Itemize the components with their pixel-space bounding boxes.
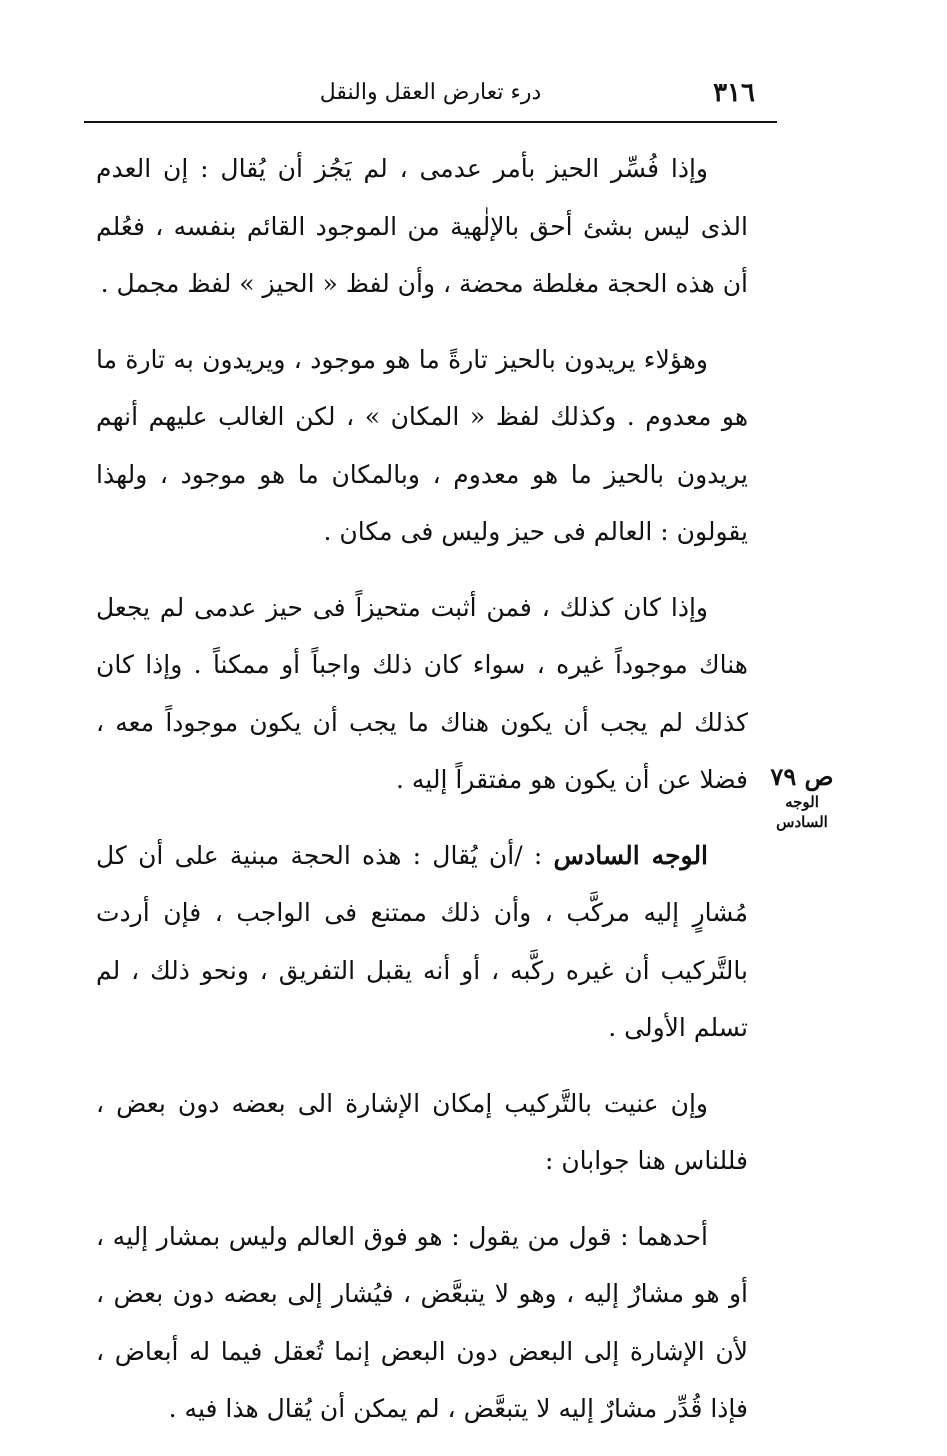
body-text bbox=[96, 140, 748, 1456]
section-heading: الوجه السادس bbox=[553, 840, 709, 870]
paragraph-text: وهؤلاء يريدون بالحيز تارةً ما هو موجود ، ويريدون به تارة ما هو معدوم . وكذلك لفظ « المكان » ، لكن الغالب عليهم أنهم يريدون بالحيز ما هو معدوم ، وبالمكان ما هو موجود ، ولهذا يقولون : العالم فى حيز وليس فى مكان . bbox=[96, 344, 748, 546]
paragraph-4 bbox=[96, 827, 748, 1057]
page-number: ٣١٦ bbox=[713, 78, 755, 108]
paragraph-text: : /أن يُقال : هذه الحجة مبنية على أن كل مُشارٍ إليه مركَّب ، وأن ذلك ممتنع فى الواجب ، فإن أردت بالتَّركيب أن غيره ركَّبه ، أو أنه يقبل التفريق ، ونحو ذلك ، لم تسلم الأولى . bbox=[96, 840, 748, 1042]
paragraph-text: وإذا كان كذلك ، فمن أثبت متحيزاً فى حيز عدمى لم يجعل هناك موجوداً غيره ، سواء كان ذلك واجباً أو ممكناً . وإذا كان كذلك لم يجب أن يكون هناك ما يجب أن يكون موجوداً معه ، فضلا عن أن يكون هو مفتقراً إليه . bbox=[96, 592, 748, 794]
header-rule bbox=[84, 121, 777, 123]
paragraph-1 bbox=[96, 140, 748, 313]
page-header bbox=[84, 72, 777, 120]
margin-page-reference: ص ٧٩ bbox=[770, 762, 834, 791]
paragraph-5 bbox=[96, 1075, 748, 1190]
paragraph-3 bbox=[96, 579, 748, 809]
paragraph-text: وإن عنيت بالتَّركيب إمكان الإشارة الى بعضه دون بعض ، فللناس هنا جوابان : bbox=[96, 1088, 748, 1175]
paragraph-text: أحدهما : قول من يقول : هو فوق العالم وليس بمشار إليه ، أو هو مشارٌ إليه ، وهو لا يتبعَّض ، فيُشار إلى بعضه دون بعض ، لأن الإشارة إلى البعض دون البعض إنما تُعقل فيما له أبعاض ، فإذا قُدِّر مشارٌ إليه لا يتبعَّض ، لم يمكن أن يُقال هذا فيه . bbox=[96, 1221, 748, 1423]
margin-note bbox=[762, 762, 842, 832]
running-title: درء تعارض العقل والنقل bbox=[319, 80, 542, 105]
paragraph-text: وإذا فُسِّر الحيز بأمر عدمى ، لم يَجُز أن يُقال : إن العدم الذى ليس بشئ أحق بالإلٰهية من الموجود القائم بنفسه ، فعُلم أن هذه الحجة مغلطة محضة ، وأن لفظ « الحيز » لفظ مجمل . bbox=[96, 154, 748, 298]
paragraph-6 bbox=[96, 1208, 748, 1438]
paragraph-2 bbox=[96, 331, 748, 561]
margin-section-label: الوجه السادس bbox=[776, 793, 828, 831]
